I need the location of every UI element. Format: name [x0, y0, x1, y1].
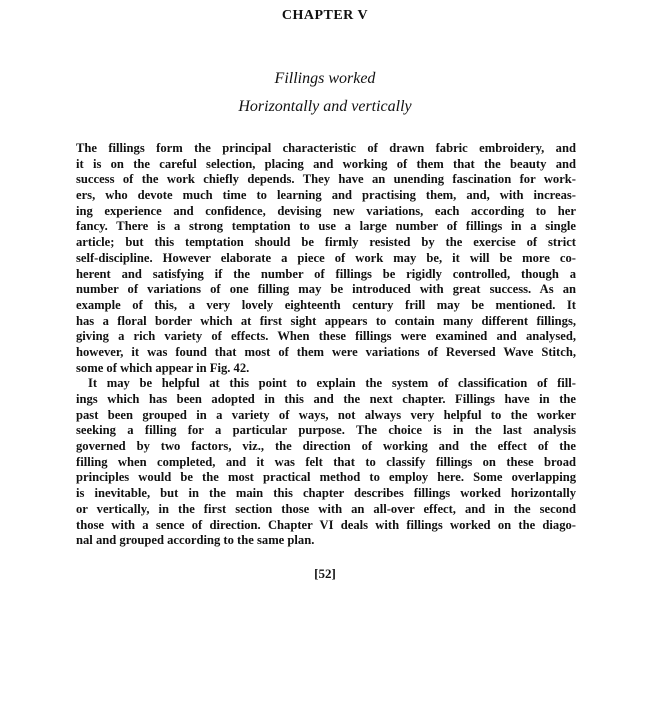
body-text [76, 141, 576, 549]
text-line: it is on the careful selection, placing and working of them that the beauty and [76, 156, 576, 171]
text-line: filling when completed, and it was felt that to classify fillings on these broad [76, 454, 576, 469]
text-line: ers, who devote much time to learning and practising them, and, with increas- [76, 188, 576, 203]
text-line: governed by two factors, viz., the direction of working and the effect of the [76, 439, 576, 454]
text-line: ings which has been adopted in this and the next chapter. Fillings have in the [76, 392, 576, 406]
text-line: herent and satisfying if the number of fillings be rigidly controlled, though a [76, 266, 576, 281]
text-line: past been grouped in a variety of ways, not always very helpful to the worker [76, 407, 576, 422]
page-number: [52] [314, 566, 336, 581]
text-line: number of variations of one filling may be introduced with great success. As an [76, 282, 576, 297]
section-title-line-1: Fillings worked [274, 70, 376, 87]
text-line: principles would be the most practical method to employ here. Some overlapping [76, 470, 576, 485]
text-line: those with a sence of direction. Chapter VI deals with fillings worked on the diago- [76, 517, 576, 532]
text-line: success of the work chiefly depends. They have an unending fascination for work- [76, 172, 576, 187]
text-line: giving a rich variety of effects. When these fillings were examined and analysed, [76, 329, 576, 344]
text-line: some of which appear in Fig. 42. [76, 360, 250, 375]
text-line: self-discipline. However elaborate a piece of work may be, it will be more co- [76, 250, 576, 265]
paragraph [76, 141, 576, 376]
text-line: seeking a filling for a particular purpose. The choice is in the last analysis [76, 423, 576, 438]
section-title-line-2: Horizontally and vertically [238, 98, 412, 115]
text-line: however, it was found that most of them were variations of Reversed Wave Stitch, [76, 344, 576, 359]
chapter-heading: CHAPTER V [281, 8, 369, 23]
text-line: nal and grouped according to the same plan. [76, 533, 315, 548]
text-line: It may be helpful at this point to explain the system of classification of fill- [88, 376, 576, 391]
text-line: has a floral border which at first sight appears to contain many different fillings, [76, 313, 576, 328]
paragraph [76, 376, 576, 549]
text-line: fancy. There is a strong temptation to use a large number of fillings in a single [76, 219, 576, 234]
text-line: example of this, a very lovely eighteenth century frill may be mentioned. It [76, 297, 576, 312]
text-line: ing experience and confidence, devising new variations, each according to her [76, 203, 576, 218]
text-line: is inevitable, but in the main this chapter describes fillings worked horizontally [76, 486, 576, 501]
text-line: article; but this temptation should be firmly resisted by the exercise of strict [76, 235, 576, 250]
text-line: The fillings form the principal characteristic of drawn fabric embroidery, and [76, 141, 576, 155]
text-line: or vertically, in the first section those with an all-over effect, and in the second [76, 501, 576, 516]
